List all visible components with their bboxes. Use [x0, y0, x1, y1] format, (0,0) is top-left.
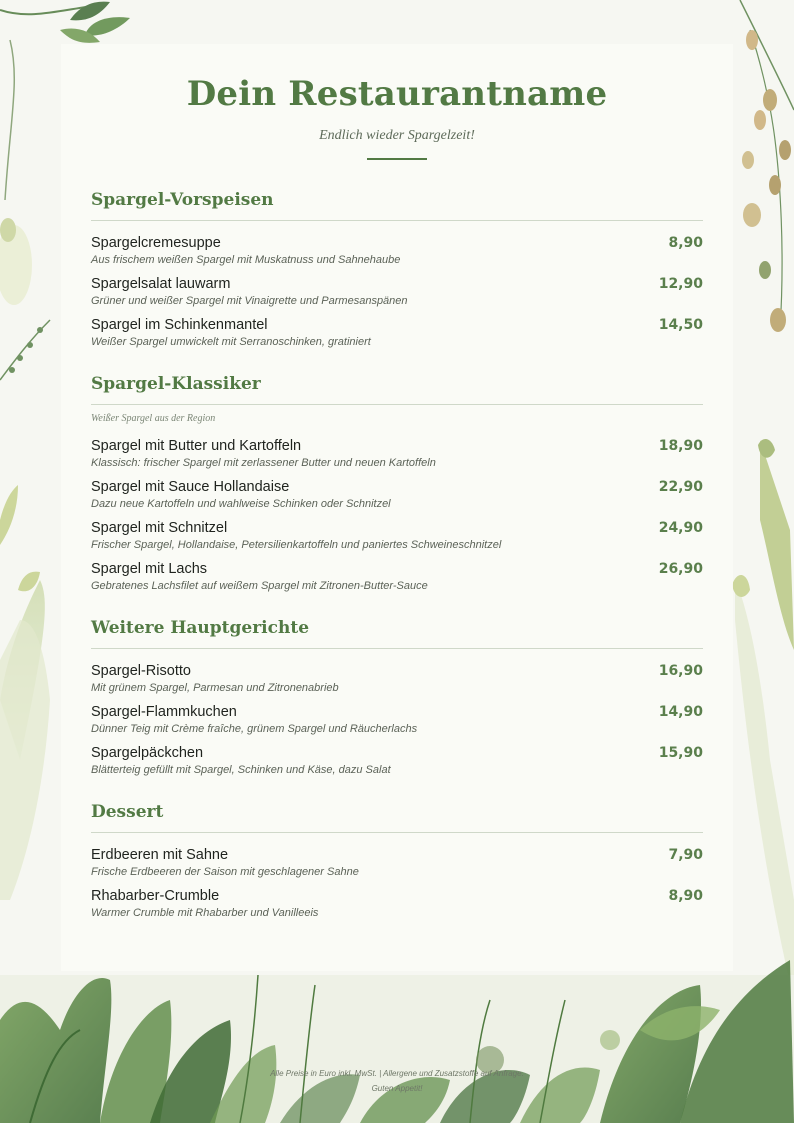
menu-item-description: Frische Erdbeeren der Saison mit geschlagener Sahne [91, 866, 359, 878]
title-divider [367, 158, 427, 160]
menu-item-list [91, 438, 703, 592]
menu-item-row [91, 561, 703, 577]
menu-item-price: 8,90 [668, 888, 703, 904]
menu-item-description: Frischer Spargel, Hollandaise, Petersilienkartoffeln und paniertes Schweineschnitzel [91, 539, 502, 551]
menu-item-description: Aus frischem weißen Spargel mit Muskatnuss und Sahnehaube [91, 254, 401, 266]
menu-item-price: 24,90 [658, 520, 703, 536]
menu-item-row [91, 276, 703, 292]
menu-item [91, 888, 703, 919]
menu-item [91, 479, 703, 510]
menu-item [91, 745, 703, 776]
section-heading: Spargel-Vorspeisen [91, 190, 703, 221]
footer-line-2: Guten Appetit! [371, 1084, 423, 1094]
menu-item-row [91, 235, 703, 251]
menu-item-name: Erdbeeren mit Sahne [91, 847, 229, 863]
menu-item-price: 18,90 [658, 438, 703, 454]
menu-item [91, 438, 703, 469]
menu-item-row [91, 745, 703, 761]
menu-item-name: Spargel mit Schnitzel [91, 520, 228, 536]
menu-item-name: Spargel-Flammkuchen [91, 704, 237, 720]
menu-item-name: Spargel-Risotto [91, 663, 191, 679]
menu-item-price: 12,90 [658, 276, 703, 292]
menu-item-description: Weißer Spargel umwickelt mit Serranoschinken, gratiniert [91, 336, 371, 348]
menu-section [91, 374, 703, 592]
menu-item-row [91, 520, 703, 536]
menu-item [91, 520, 703, 551]
leaf-icon [0, 960, 794, 1123]
menu-item-description: Mit grünem Spargel, Parmesan und Zitronenabrieb [91, 682, 339, 694]
menu-subtitle: Endlich wieder Spargelzeit! [319, 128, 475, 143]
menu-item-price: 7,90 [668, 847, 703, 863]
menu-sections [91, 190, 703, 919]
section-heading: Dessert [91, 802, 703, 833]
herb-sprig-icon [740, 0, 794, 332]
menu-item [91, 847, 703, 878]
menu-item-price: 26,90 [658, 561, 703, 577]
menu-item [91, 235, 703, 266]
menu-item-name: Spargelcremesuppe [91, 235, 221, 251]
menu-item-description: Klassisch: frischer Spargel mit zerlassener Butter und neuen Kartoffeln [91, 457, 436, 469]
menu-item-price: 8,90 [668, 235, 703, 251]
menu-item-name: Spargel mit Lachs [91, 561, 208, 577]
menu-item-description: Grüner und weißer Spargel mit Vinaigrette und Parmesanspänen [91, 295, 408, 307]
menu-item [91, 276, 703, 307]
menu-item-row [91, 704, 703, 720]
menu-item [91, 704, 703, 735]
menu-item-price: 16,90 [658, 663, 703, 679]
menu-item-list [91, 663, 703, 776]
footer-line-1: Alle Preise in Euro inkl. MwSt. | Allergene und Zusatzstoffe auf Anfrage. [270, 1069, 524, 1078]
menu-item-description: Gebratenes Lachsfilet auf weißem Spargel mit Zitronen-Butter-Sauce [91, 580, 428, 592]
menu-item-row [91, 317, 703, 333]
menu-item-price: 14,90 [658, 704, 703, 720]
menu-section [91, 190, 703, 348]
menu-item-list [91, 847, 703, 919]
menu-item-name: Rhabarber-Crumble [91, 888, 220, 904]
menu-item-price: 15,90 [658, 745, 703, 761]
menu-item-description: Blätterteig gefüllt mit Spargel, Schinken und Käse, dazu Salat [91, 764, 391, 776]
menu-item-list [91, 235, 703, 348]
menu-item-price: 14,50 [658, 317, 703, 333]
menu-item-row [91, 438, 703, 454]
menu-item-name: Spargelpäckchen [91, 745, 204, 761]
menu-item [91, 561, 703, 592]
menu-item-name: Spargelsalat lauwarm [91, 276, 231, 292]
menu-item-price: 22,90 [658, 479, 703, 495]
section-note: Weißer Spargel aus der Region [91, 413, 216, 424]
menu-item [91, 317, 703, 348]
menu-item-row [91, 663, 703, 679]
menu-item-name: Spargel im Schinkenmantel [91, 317, 268, 333]
menu-item-description: Warmer Crumble mit Rhabarber und Vanilleeis [91, 907, 319, 919]
menu-section [91, 802, 703, 919]
menu-item-row [91, 479, 703, 495]
menu-item-name: Spargel mit Sauce Hollandaise [91, 479, 290, 495]
menu-section [91, 618, 703, 776]
section-heading: Spargel-Klassiker [91, 374, 703, 405]
menu-item-row [91, 888, 703, 904]
menu-item-description: Dazu neue Kartoffeln und wahlweise Schinken oder Schnitzel [91, 498, 391, 510]
section-heading: Weitere Hauptgerichte [91, 618, 703, 649]
asparagus-icon [732, 439, 794, 1000]
menu-item-description: Dünner Teig mit Crème fraîche, grünem Spargel und Räucherlachs [91, 723, 418, 735]
menu-item-row [91, 847, 703, 863]
restaurant-title: Dein Restaurantname [186, 74, 608, 114]
asparagus-icon [0, 485, 50, 900]
leaf-icon [0, 320, 50, 380]
menu-card [61, 44, 733, 971]
footer-note [0, 1066, 794, 1096]
menu-item [91, 663, 703, 694]
menu-item-name: Spargel mit Butter und Kartoffeln [91, 438, 302, 454]
